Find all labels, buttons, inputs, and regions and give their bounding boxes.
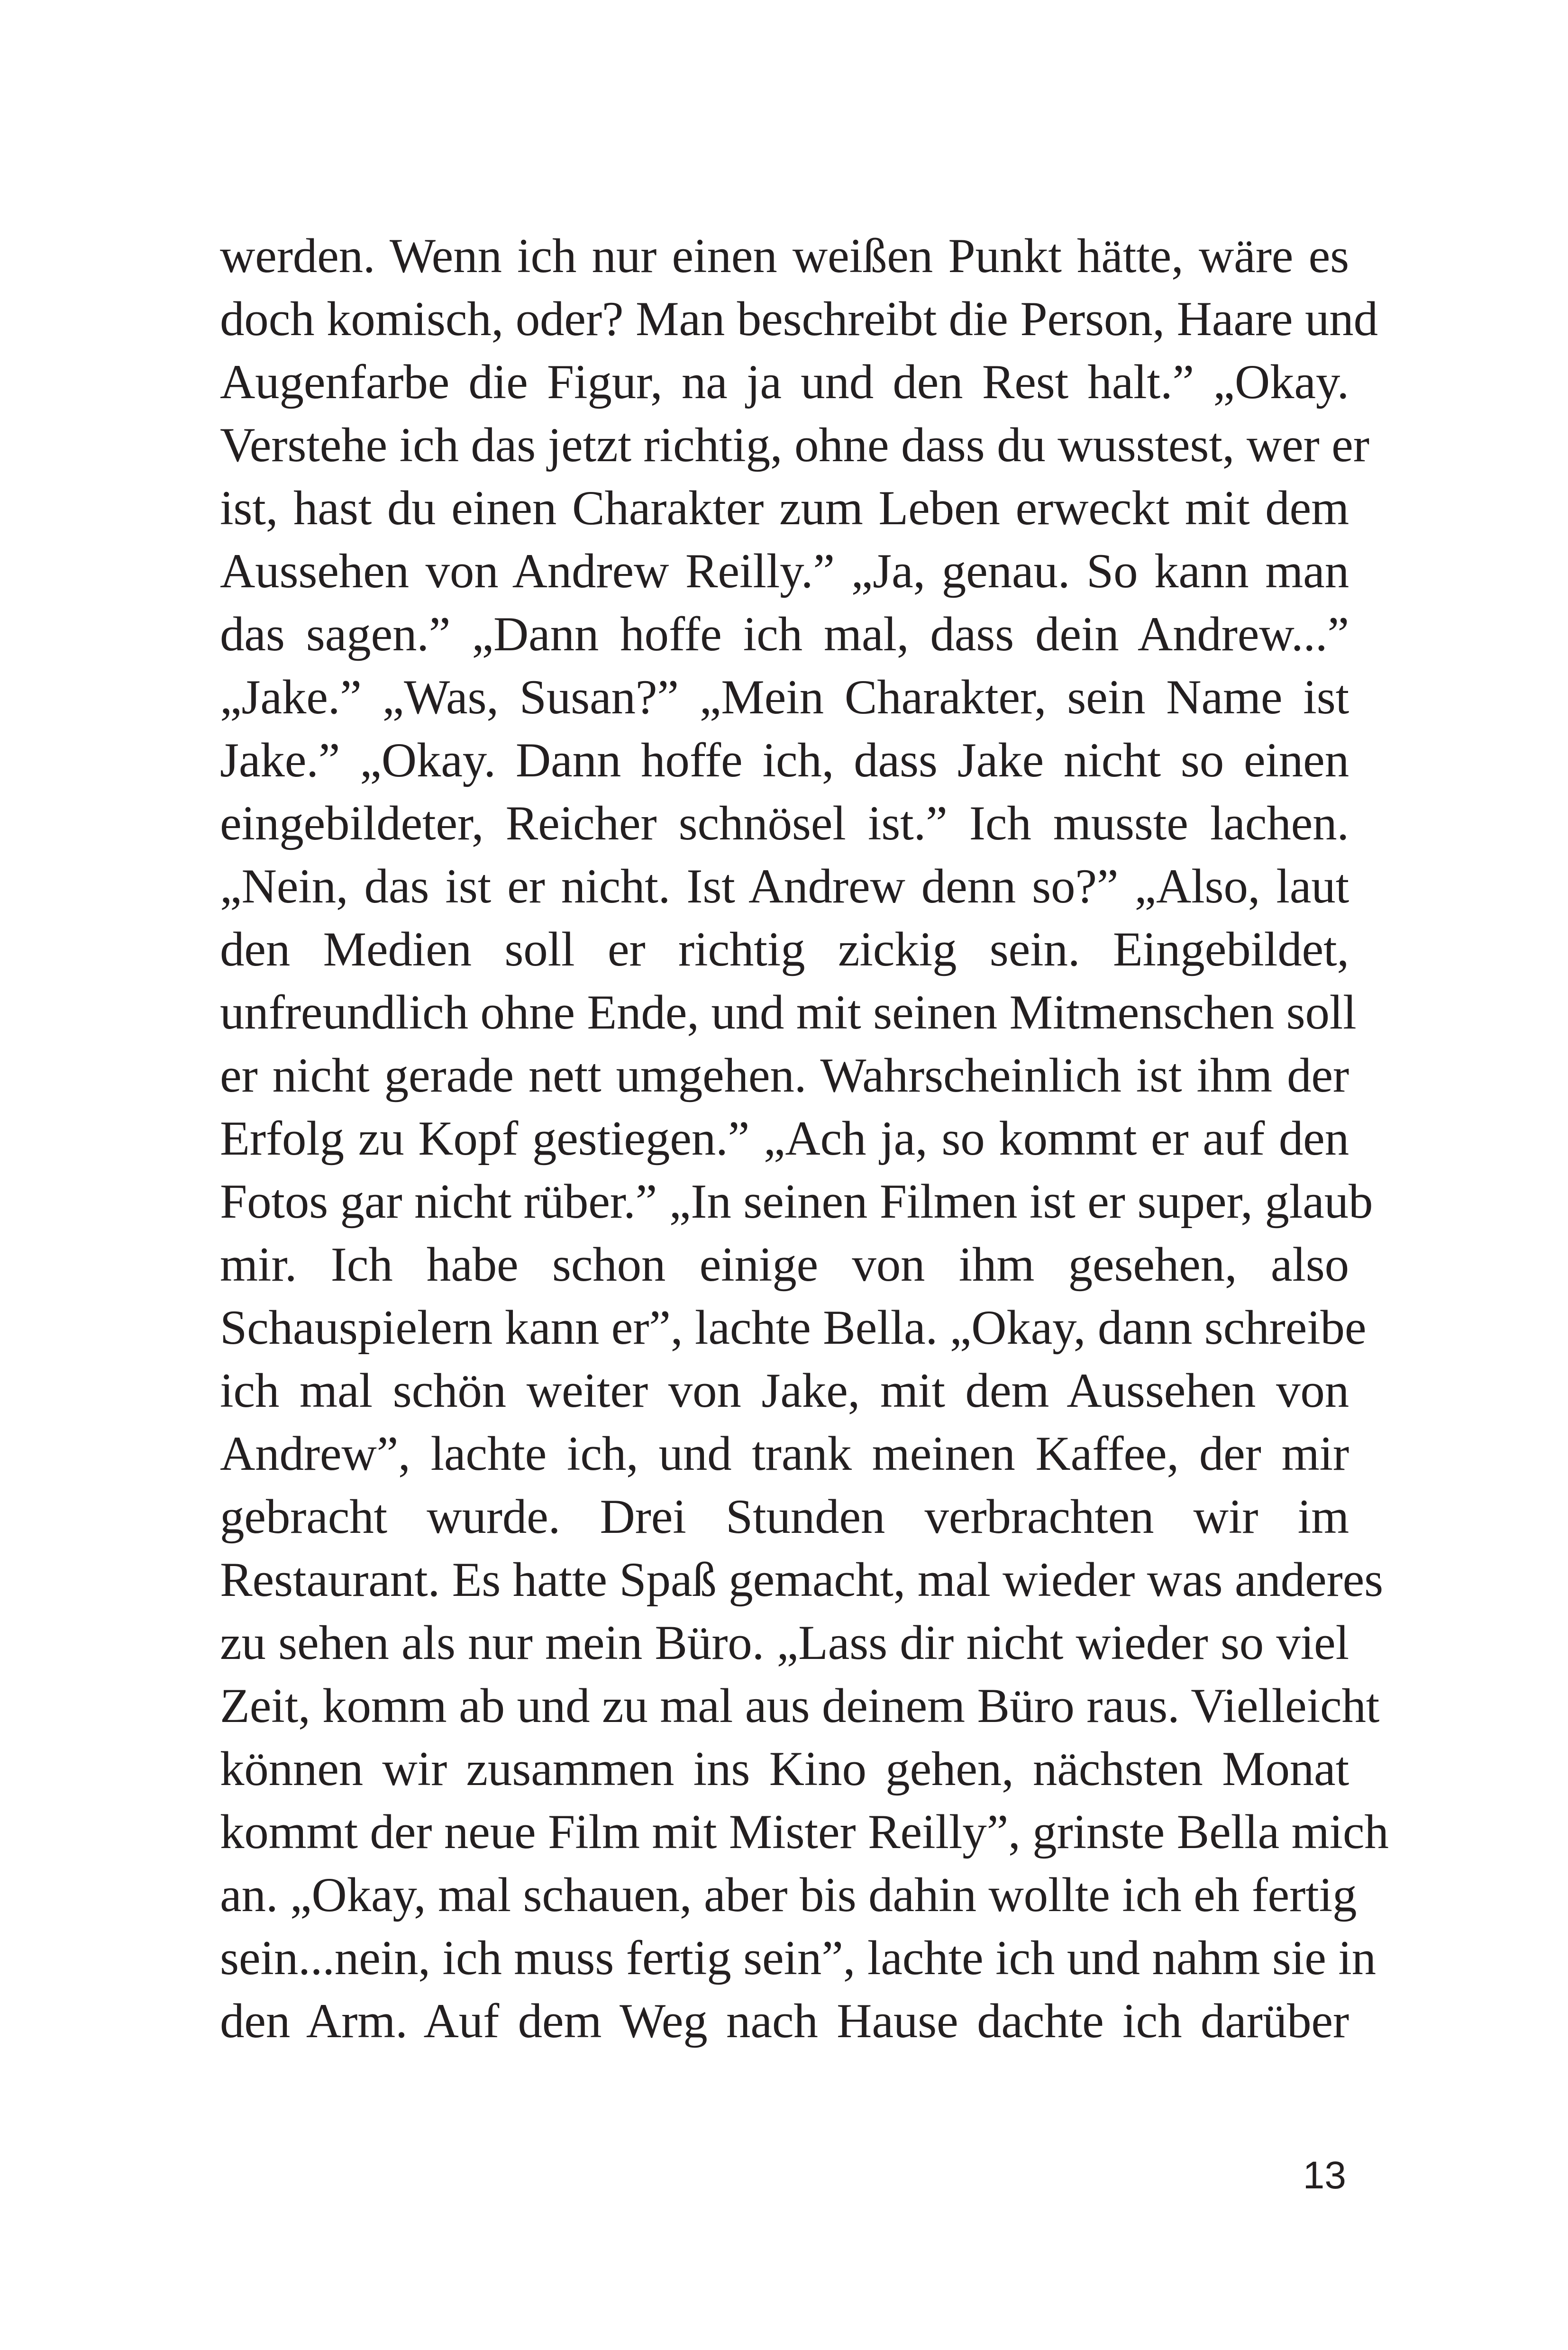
text-line: mir. Ich habe schon einige von ihm gesehen, also — [220, 1238, 1349, 1292]
text-line: Aussehen von Andrew Reilly.” „Ja, genau. So kann man — [220, 544, 1349, 598]
text-line: Fotos gar nicht rüber.” „In seinen Filmen ist er super, glaub — [220, 1175, 1373, 1229]
text-line: unfreundlich ohne Ende, und mit seinen Mitmenschen soll — [220, 985, 1357, 1039]
text-line: den Arm. Auf dem Weg nach Hause dachte ich darüber — [220, 1994, 1349, 2048]
text-line: Restaurant. Es hatte Spaß gemacht, mal wieder was anderes — [220, 1553, 1384, 1607]
text-line: Jake.” „Okay. Dann hoffe ich, dass Jake nicht so einen — [220, 733, 1349, 787]
text-line: gebracht wurde. Drei Stunden verbrachten wir im — [220, 1490, 1349, 1544]
text-line: an. „Okay, mal schauen, aber bis dahin wollte ich eh fertig — [220, 1868, 1357, 1922]
text-line: ist, hast du einen Charakter zum Leben erweckt mit dem — [220, 481, 1349, 535]
text-line: „Jake.” „Was, Susan?” „Mein Charakter, sein Name ist — [220, 670, 1349, 724]
text-line: er nicht gerade nett umgehen. Wahrscheinlich ist ihm der — [220, 1048, 1349, 1102]
text-line: „Nein, das ist er nicht. Ist Andrew denn so?” „Also, laut — [220, 859, 1349, 913]
text-line: Augenfarbe die Figur, na ja und den Rest halt.” „Okay. — [220, 355, 1349, 409]
text-line: Verstehe ich das jetzt richtig, ohne dass du wusstest, wer er — [220, 418, 1369, 472]
text-line: ich mal schön weiter von Jake, mit dem Aussehen von — [220, 1364, 1349, 1418]
text-line: Zeit, komm ab und zu mal aus deinem Büro raus. Vielleicht — [220, 1679, 1380, 1733]
text-line: das sagen.” „Dann hoffe ich mal, dass dein Andrew...” — [220, 607, 1349, 661]
text-line: den Medien soll er richtig zickig sein. Eingebildet, — [220, 922, 1349, 976]
text-line: Erfolg zu Kopf gestiegen.” „Ach ja, so kommt er auf den — [220, 1111, 1349, 1166]
text-line: können wir zusammen ins Kino gehen, nächsten Monat — [220, 1742, 1349, 1796]
text-line: Andrew”, lachte ich, und trank meinen Kaffee, der mir — [220, 1427, 1349, 1481]
text-line: werden. Wenn ich nur einen weißen Punkt hätte, wäre es — [220, 229, 1349, 283]
text-line: doch komisch, oder? Man beschreibt die Person, Haare und — [220, 292, 1378, 346]
page-number: 13 — [1303, 2154, 1346, 2197]
text-line: zu sehen als nur mein Büro. „Lass dir nicht wieder so viel — [220, 1616, 1349, 1670]
text-line: kommt der neue Film mit Mister Reilly”, grinste Bella mich — [220, 1805, 1389, 1859]
text-line: eingebildeter, Reicher schnösel ist.” Ich musste lachen. — [220, 796, 1349, 850]
text-line: sein...nein, ich muss fertig sein”, lachte ich und nahm sie in — [220, 1931, 1376, 1985]
body-text — [220, 225, 1389, 2053]
text-line: Schauspielern kann er”, lachte Bella. „Okay, dann schreibe — [220, 1301, 1367, 1355]
